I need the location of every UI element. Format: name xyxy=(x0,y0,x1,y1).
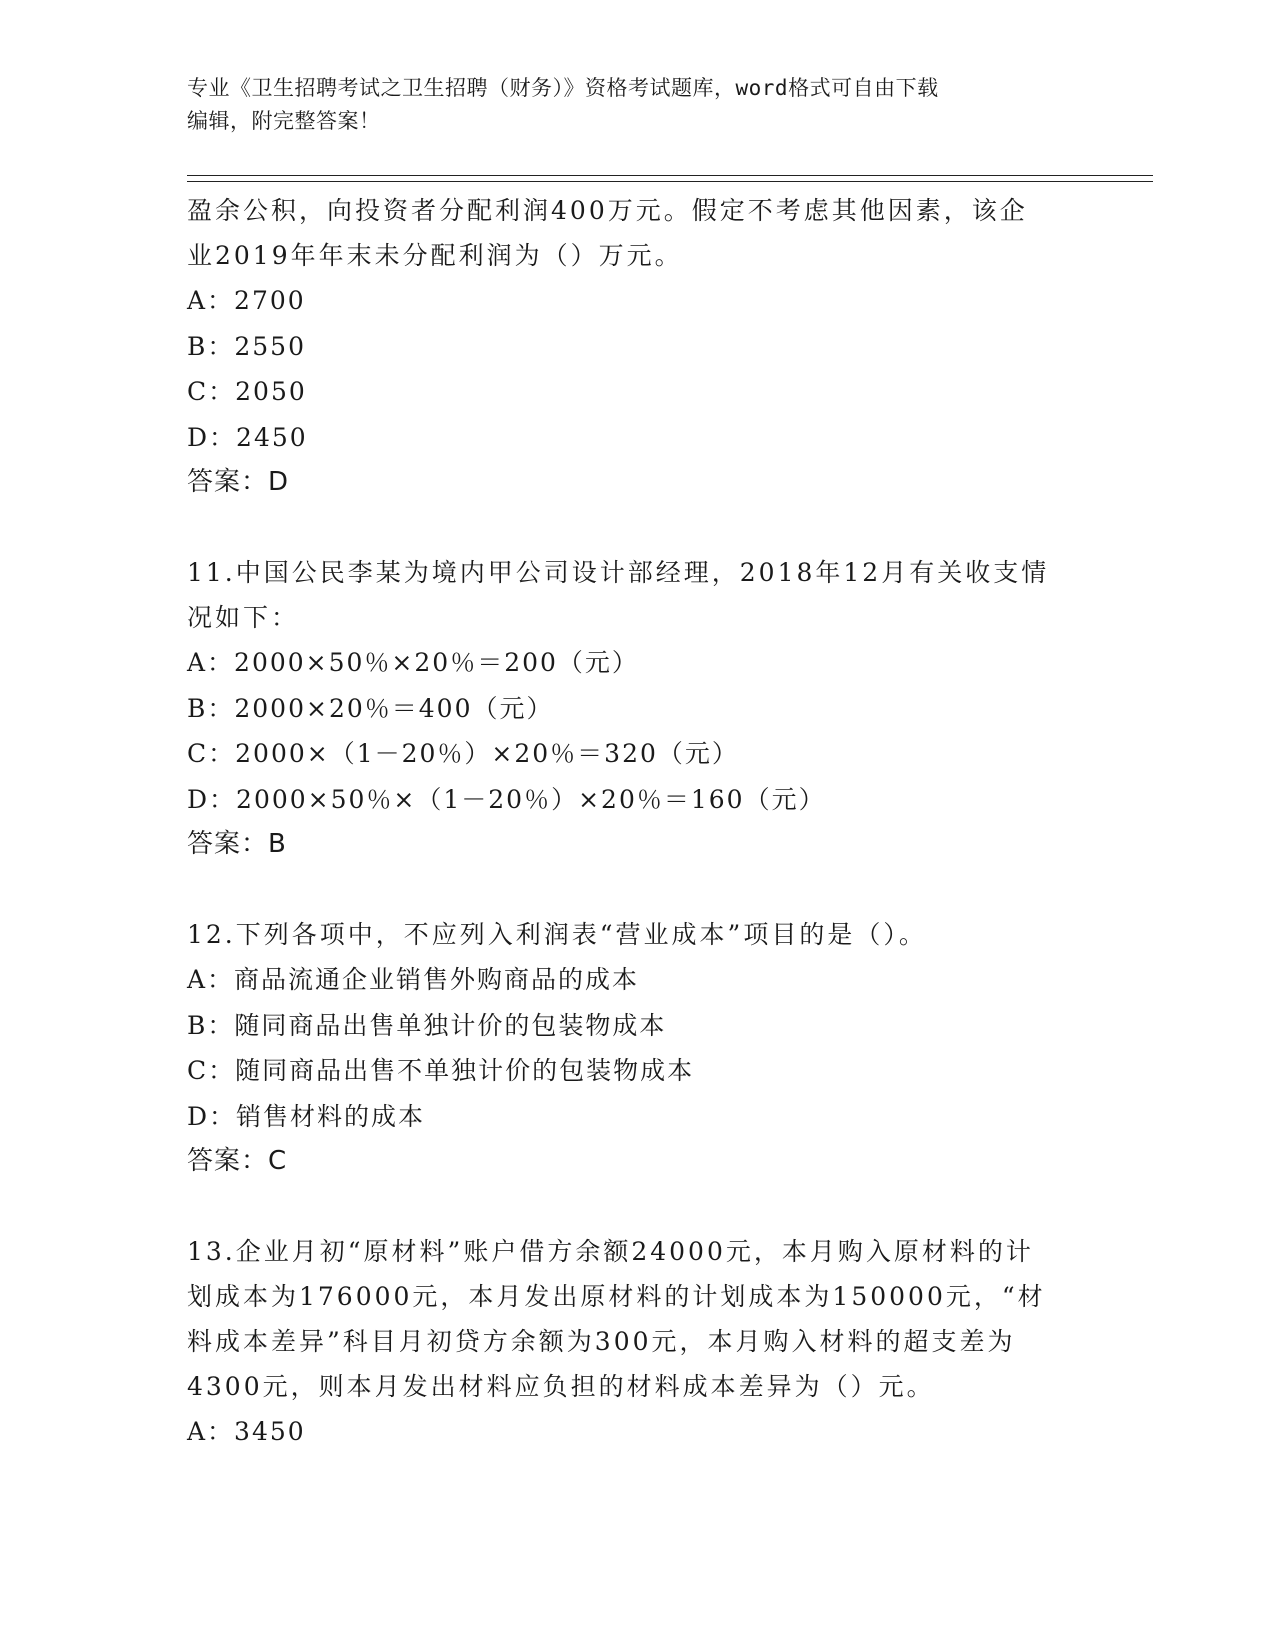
question-12 xyxy=(187,912,1087,1184)
header-line-1: 专业《卫生招聘考试之卫生招聘（财务）》资格考试题库，word格式可自由下载 xyxy=(187,76,939,100)
question-stem-line: 料成本差异”科目月初贷方余额为300元，本月购入材料的超支差为 xyxy=(187,1327,1016,1356)
option-c: C：随同商品出售不单独计价的包装物成本 xyxy=(187,1056,695,1085)
question-10 xyxy=(187,188,1087,505)
question-stem-line: 盈余公积，向投资者分配利润400万元。假定不考虑其他因素，该企 xyxy=(187,196,1028,225)
option-b: B：2550 xyxy=(187,331,306,361)
option-b: B：2000×20％＝400（元） xyxy=(187,693,554,723)
document-body xyxy=(187,188,1087,1455)
answer: 答案：D xyxy=(187,467,290,497)
question-stem-line: 4300元，则本月发出材料应负担的材料成本差异为（）元。 xyxy=(187,1372,935,1401)
question-11 xyxy=(187,550,1087,867)
option-d: D：2450 xyxy=(187,422,308,452)
spacer xyxy=(187,505,1087,550)
option-a: A：3450 xyxy=(187,1417,306,1446)
question-stem-line: 业2019年年末未分配利润为（）万元。 xyxy=(187,241,683,270)
option-d: D：销售材料的成本 xyxy=(187,1101,426,1131)
option-a: A：2000×50％×20％＝200（元） xyxy=(187,648,639,677)
question-stem-line: 况如下： xyxy=(187,603,300,632)
option-d: D：2000×50％×（1－20％）×20％＝160（元） xyxy=(187,784,826,814)
option-b: B：随同商品出售单独计价的包装物成本 xyxy=(187,1010,667,1040)
question-stem-line: 11.中国公民李某为境内甲公司设计部经理，2018年12月有关收支情 xyxy=(187,558,1050,587)
answer: 答案：C xyxy=(187,1146,288,1176)
question-stem-line: 12.下列各项中，不应列入利润表“营业成本”项目的是（）。 xyxy=(187,920,927,949)
header-divider-top xyxy=(187,175,1153,176)
document-header xyxy=(187,72,1067,138)
option-a: A：2700 xyxy=(187,286,306,315)
spacer xyxy=(187,867,1087,912)
question-stem-line: 13.企业月初“原材料”账户借方余额24000元，本月购入原材料的计 xyxy=(187,1237,1034,1266)
option-c: C：2050 xyxy=(187,377,307,406)
spacer xyxy=(187,1184,1087,1229)
answer: 答案：B xyxy=(187,829,287,859)
question-stem-line: 划成本为176000元，本月发出原材料的计划成本为150000元，“材 xyxy=(187,1282,1046,1311)
question-13 xyxy=(187,1229,1087,1455)
option-c: C：2000×（1－20％）×20％＝320（元） xyxy=(187,739,739,768)
option-a: A：商品流通企业销售外购商品的成本 xyxy=(187,965,640,994)
header-divider-bottom xyxy=(187,181,1153,182)
header-line-2: 编辑，附完整答案！ xyxy=(187,109,381,133)
